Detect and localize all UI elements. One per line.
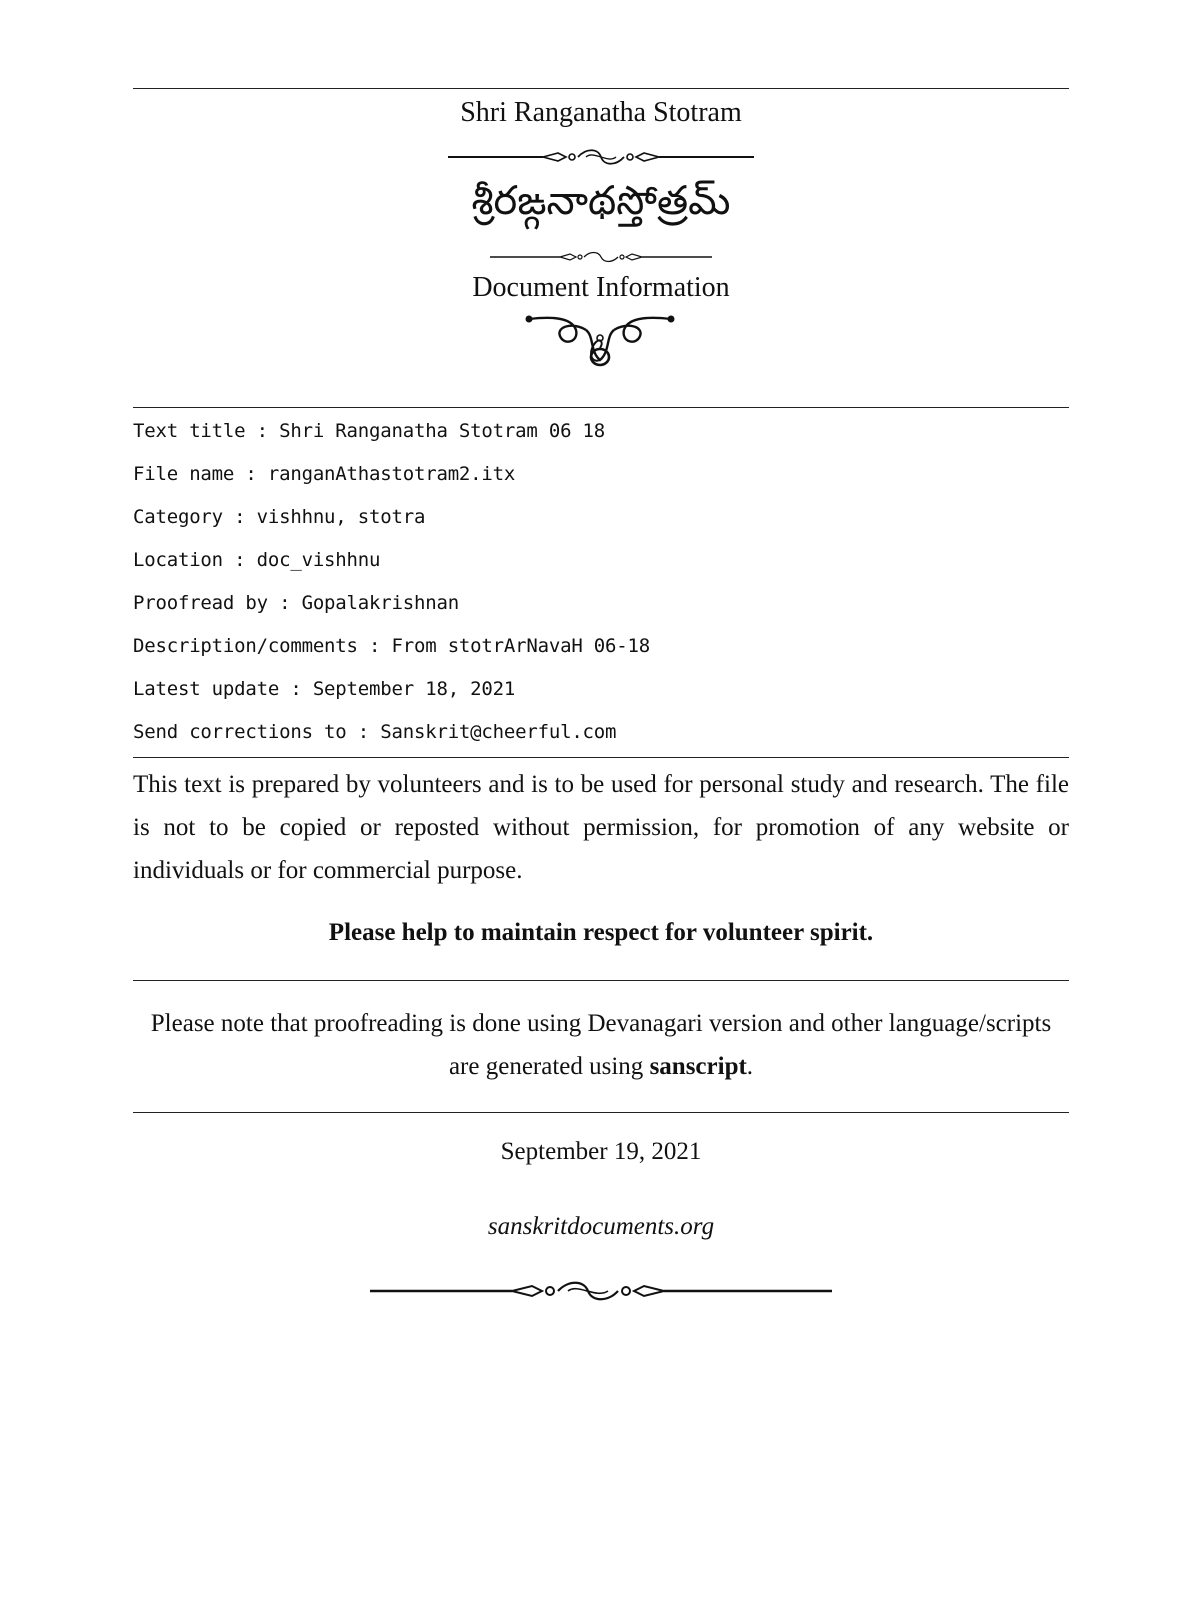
info-latest-update: Latest update : September 18, 2021 bbox=[133, 678, 516, 700]
scroll-ornament-icon bbox=[524, 312, 676, 368]
note-bottom-rule bbox=[133, 1112, 1069, 1113]
site-name: sanskritdocuments.org bbox=[487, 1213, 715, 1240]
proofreading-note-end: . bbox=[746, 1053, 754, 1080]
info-proofread-by: Proofread by : Gopalakrishnan bbox=[133, 592, 459, 614]
info-bottom-rule bbox=[133, 757, 1069, 758]
usage-notice-paragraph: This text is prepared by volunteers and is to be used for personal study and research. The file is not to be copied or reposted without permission, for promotion of any website or individuals or for commercial purpose. bbox=[133, 771, 1069, 884]
volunteer-spirit-notice: Please help to maintain respect for volunteer spirit. bbox=[328, 919, 874, 946]
proofreading-note-text: Please note that proofreading is done using Devanagari version and other language/scripts are generated using bbox=[150, 1010, 1052, 1080]
section-heading: Document Information bbox=[472, 272, 730, 303]
document-title: Shri Ranganatha Stotram bbox=[460, 97, 742, 128]
flourish-divider-icon bbox=[448, 148, 754, 166]
info-description: Description/comments : From stotrArNavaH 06-18 bbox=[133, 635, 650, 657]
notice-rule bbox=[133, 980, 1069, 981]
footer-flourish-divider-icon bbox=[370, 1280, 832, 1302]
document-date: September 19, 2021 bbox=[500, 1138, 702, 1165]
telugu-title: శ్రీరఙ్గనాథస్తోత్రమ్ bbox=[471, 178, 731, 224]
proofreading-note bbox=[133, 1002, 1069, 1088]
small-flourish-divider-icon bbox=[490, 250, 712, 264]
top-rule bbox=[133, 88, 1069, 89]
info-location: Location : doc_vishhnu bbox=[133, 549, 381, 571]
sanscript-term: sanscript bbox=[649, 1053, 747, 1080]
info-file-name: File name : ranganAthastotram2.itx bbox=[133, 463, 516, 485]
info-category: Category : vishhnu, stotra bbox=[133, 506, 426, 528]
info-text-title: Text title : Shri Ranganatha Stotram 06 18 bbox=[133, 420, 606, 442]
info-send-corrections: Send corrections to : Sanskrit@cheerful.com bbox=[133, 721, 617, 743]
info-top-rule bbox=[133, 407, 1069, 408]
